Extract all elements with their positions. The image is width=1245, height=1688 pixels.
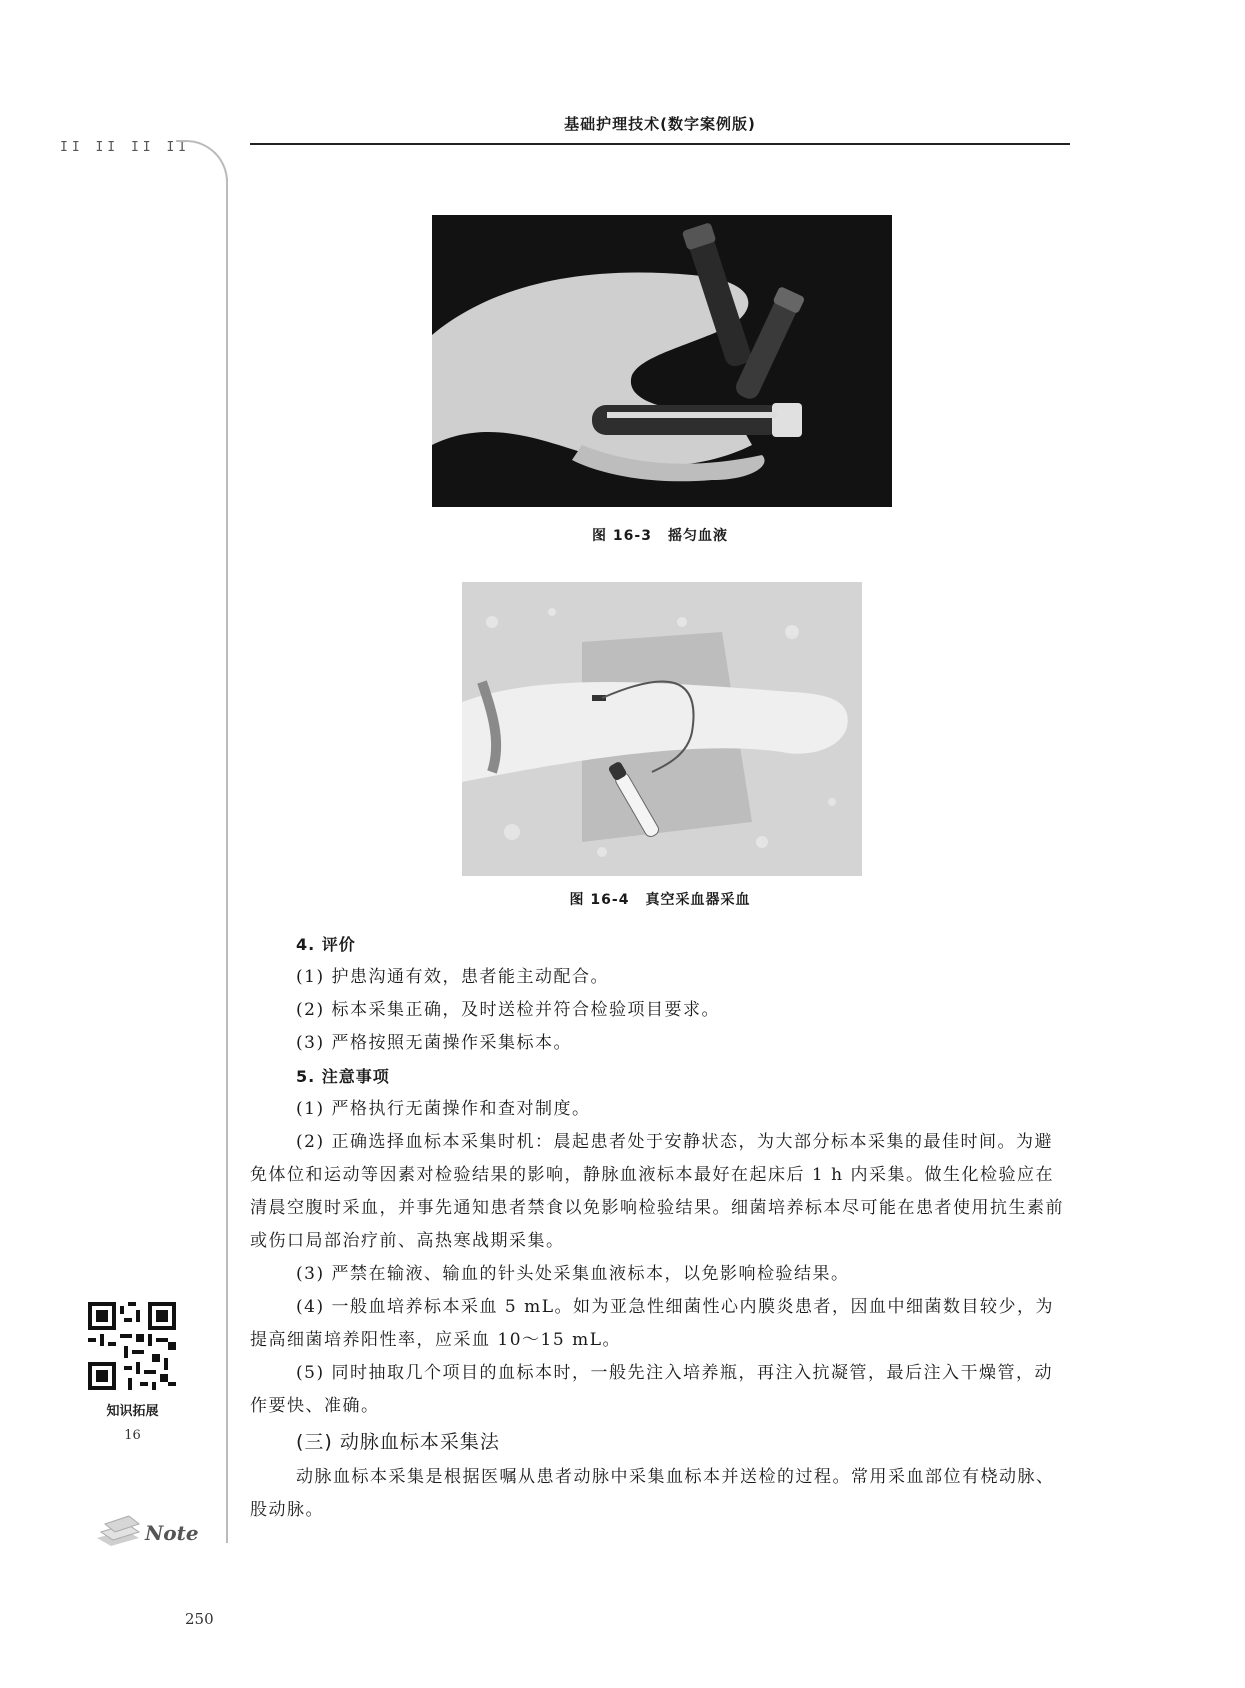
qr-number: 16 [124, 1428, 141, 1443]
section-heading-precautions: 5. 注意事项 [296, 1067, 390, 1086]
header-rule [250, 143, 1070, 145]
figure-title: 摇匀血液 [667, 528, 728, 544]
list-item: (3) 严禁在输液、输血的针头处采集血液标本，以免影响检验结果。 [296, 1264, 850, 1284]
qr-code[interactable] [88, 1302, 176, 1390]
qr-label: 知识拓展 [106, 1404, 159, 1419]
list-item: (2) 标本采集正确，及时送检并符合检验项目要求。 [296, 1000, 720, 1020]
figure-caption [250, 525, 1070, 545]
qr-code-icon [88, 1302, 176, 1390]
list-item: (2) 正确选择血标本采集时机：晨起患者处于安静状态，为大部分标本采集的最佳时间。为避免体位和运动等因素对检验结果的影响，静脉血液标本最好在起床后 1 h 内采集。做生化检验应在清晨空腹时采血，并事先通知患者禁食以免影响检验结果。细菌培养标本尽可能在患者使用抗生素前或伤口局部治疗前、高热寒战期采集。 [250, 1132, 1064, 1251]
figure-number: 图 16-3 [592, 528, 652, 544]
list-item: (1) 严格执行无菌操作和查对制度。 [296, 1099, 591, 1119]
note-logo-text: Note [145, 1521, 199, 1545]
book-title: 基础护理技术(数字案例版) [564, 115, 756, 133]
list-item: (5) 同时抽取几个项目的血标本时，一般先注入培养瓶，再注入抗凝管，最后注入干燥管，动作要快、准确。 [250, 1363, 1053, 1416]
page-number: 250 [185, 1610, 214, 1628]
margin-curve [176, 140, 228, 182]
note-logo [95, 1508, 205, 1552]
subsection-title: (三) 动脉血标本采集法 [296, 1431, 500, 1453]
list-item: (4) 一般血培养标本采血 5 mL。如为亚急性细菌性心内膜炎患者，因血中细菌数目较少，为提高细菌培养阳性率，应采血 10～15 mL。 [250, 1297, 1055, 1350]
figure-number: 图 16-4 [569, 892, 630, 908]
figure-shaking-blood-image [432, 215, 892, 507]
list-item: (1) 护患沟通有效，患者能主动配合。 [296, 967, 609, 987]
arm-blood-draw-illustration [462, 582, 862, 876]
figure-caption [250, 889, 1070, 909]
section-heading-evaluation: 4. 评价 [296, 935, 356, 954]
figure-title: 真空采血器采血 [645, 892, 751, 908]
margin-divider [226, 178, 228, 1543]
gloved-hand-tubes-illustration [432, 215, 892, 507]
figure-vacuum-collection-image [462, 582, 862, 876]
list-item: (3) 严格按照无菌操作采集标本。 [296, 1033, 572, 1053]
book-note-icon [95, 1508, 205, 1552]
margin-decoration: II II II II [60, 140, 191, 155]
paragraph: 动脉血标本采集是根据医嘱从患者动脉中采集血标本并送检的过程。常用采血部位有桡动脉、股动脉。 [250, 1467, 1055, 1520]
body-text [250, 928, 1070, 1527]
